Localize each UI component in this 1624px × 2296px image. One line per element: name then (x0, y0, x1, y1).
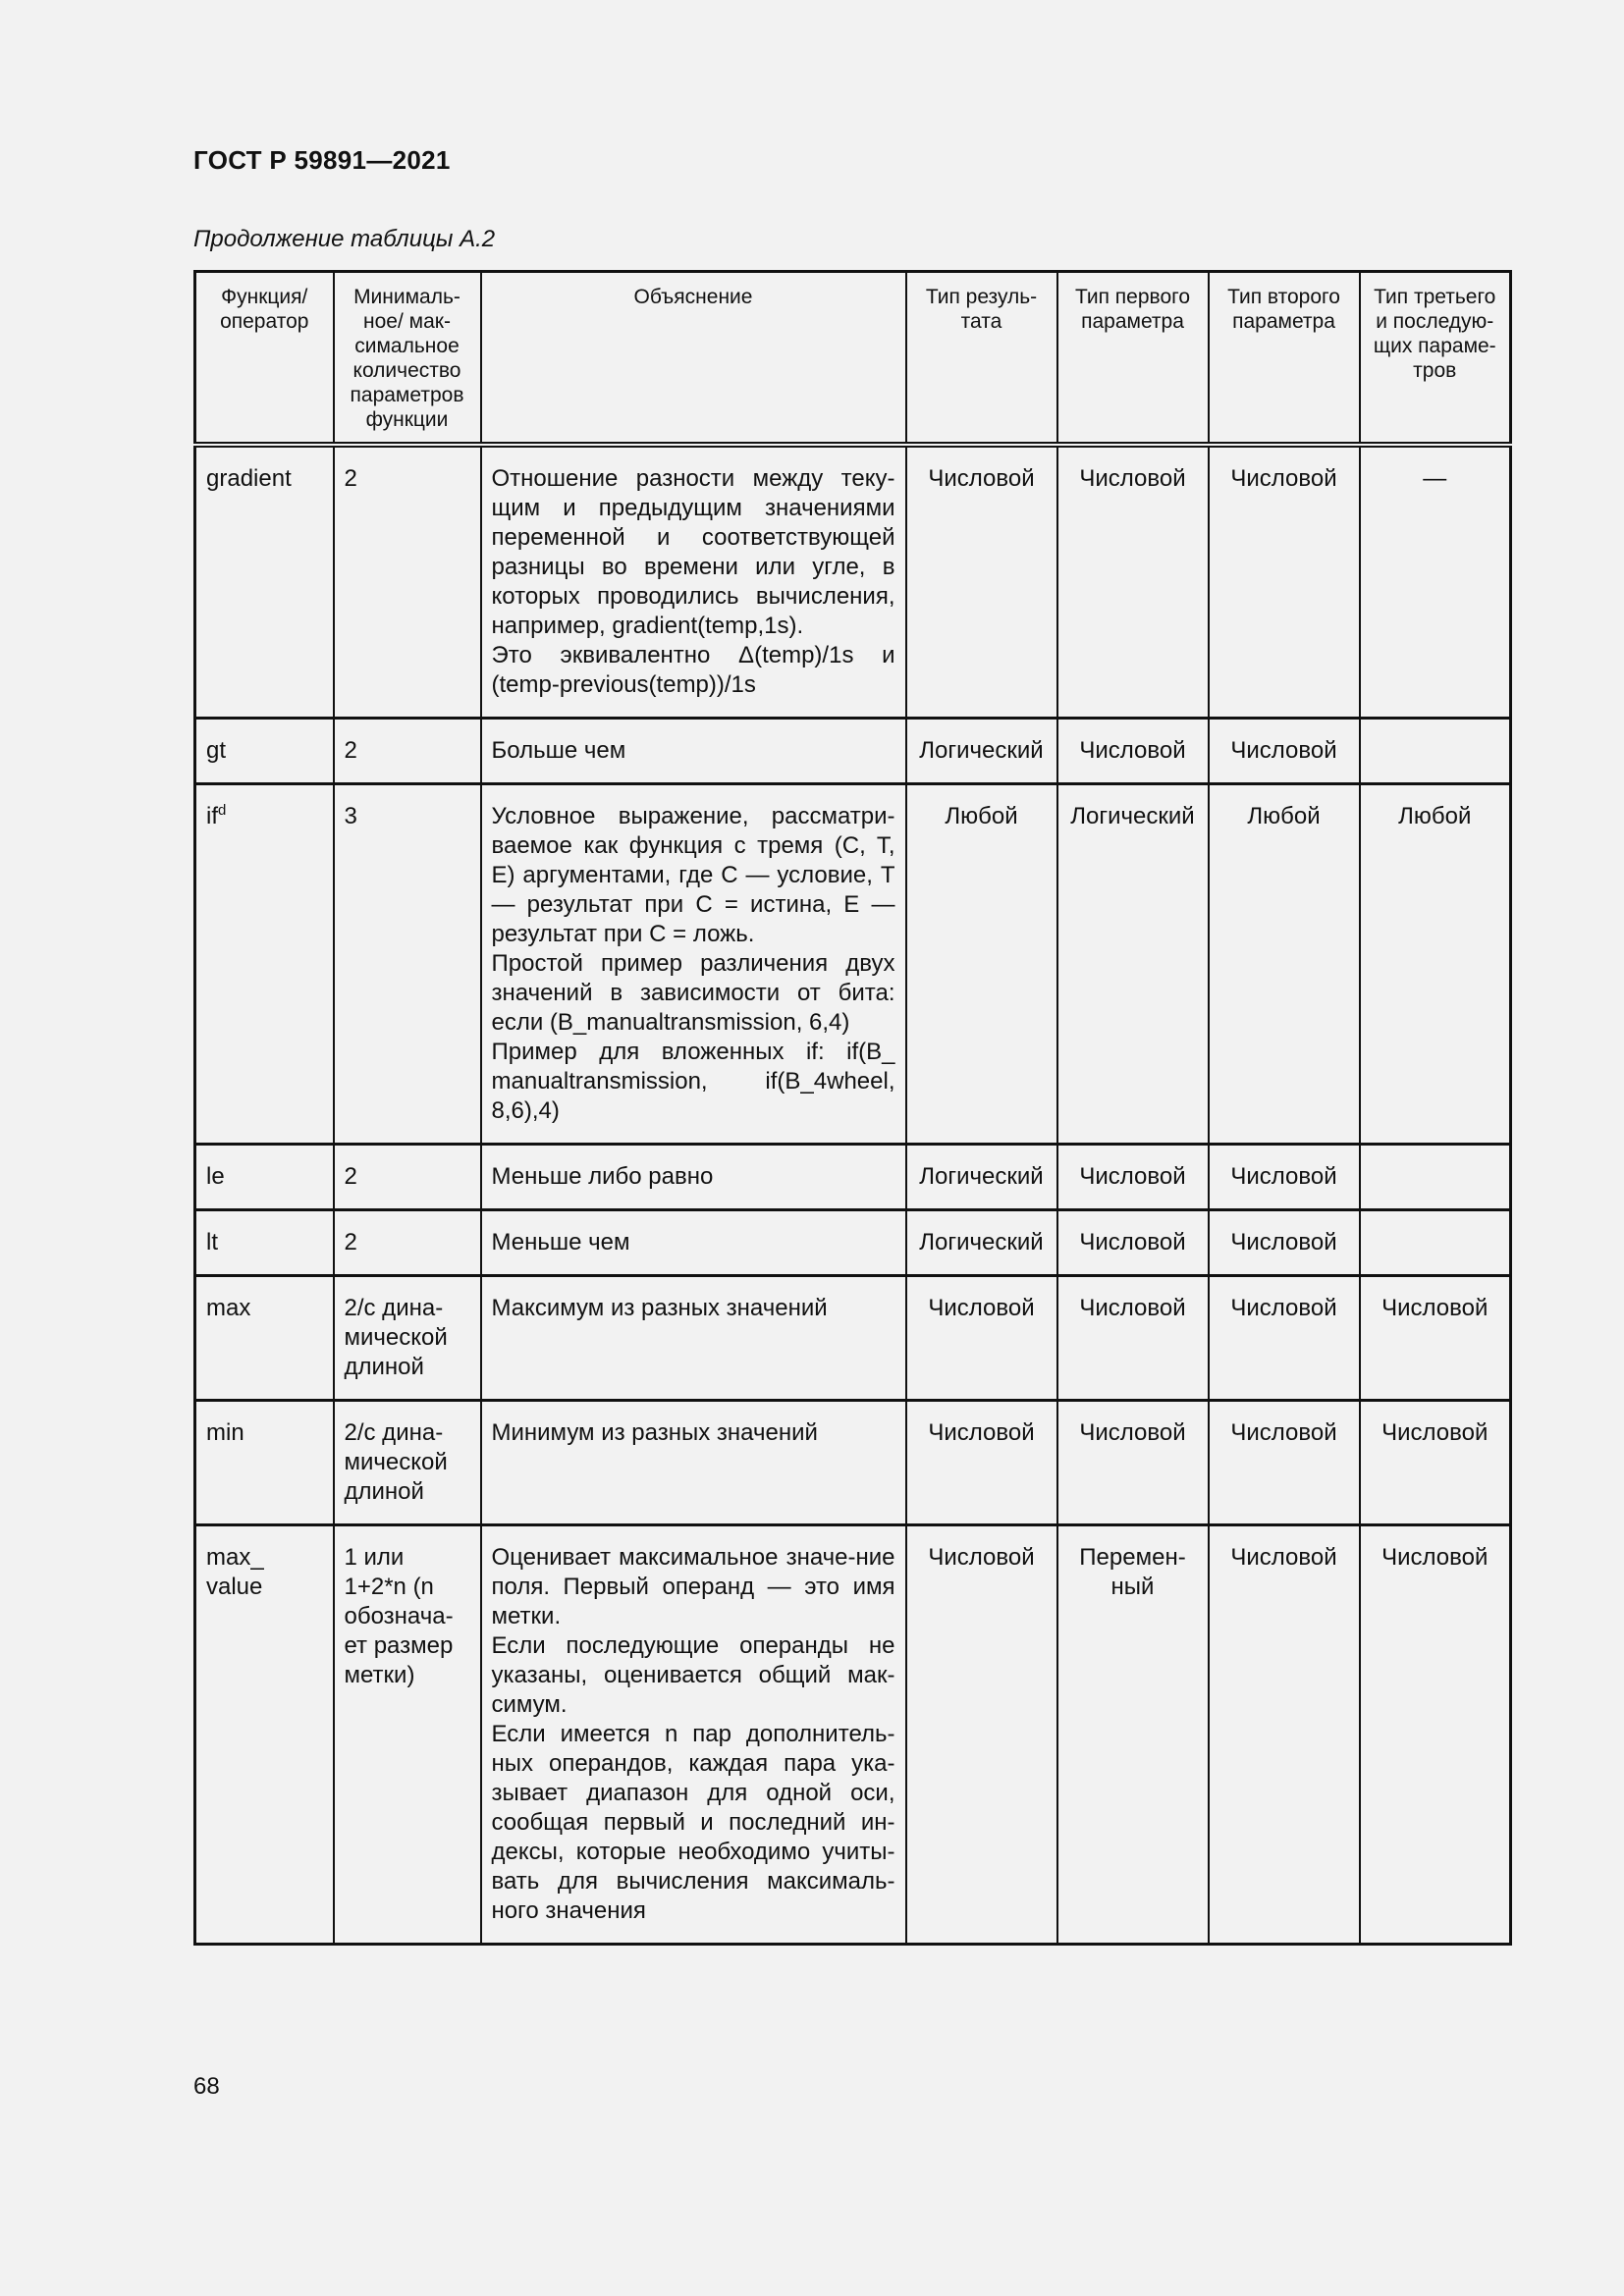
second-param-type-cell-text: Любой (1247, 803, 1321, 829)
first-param-type-cell-text: Числовой (1079, 465, 1186, 492)
table-row (195, 1210, 1511, 1276)
explanation-paragraph: Пример для вложенных if: if(B_ manualtransmission, if(B_4wheel, 8,6),4) (491, 1039, 895, 1124)
third-param-type-cell (1360, 719, 1511, 784)
function-name-cell (195, 719, 334, 784)
result-type-cell (906, 784, 1057, 1145)
function-name-cell-text: if (206, 803, 218, 829)
function-name-cell (195, 784, 334, 1145)
first-param-type-cell (1057, 784, 1209, 1145)
result-type-cell-text: Числовой (928, 1544, 1035, 1571)
param-count-cell (334, 445, 481, 719)
third-param-type-cell-text: Числовой (1381, 1419, 1489, 1446)
second-param-type-cell-text: Числовой (1230, 465, 1337, 492)
first-param-type-cell (1057, 1210, 1209, 1276)
header-second-param-type: Тип второго параметра (1209, 272, 1360, 446)
table-row (195, 445, 1511, 719)
param-count-cell (334, 784, 481, 1145)
second-param-type-cell (1209, 1525, 1360, 1945)
third-param-type-cell (1360, 1145, 1511, 1210)
explanation-cell (481, 1401, 906, 1525)
param-count-cell (334, 1401, 481, 1525)
result-type-cell (906, 445, 1057, 719)
param-count-cell-text: 2 (344, 1163, 357, 1190)
first-param-type-cell (1057, 445, 1209, 719)
table-row (195, 784, 1511, 1145)
second-param-type-cell (1209, 1210, 1360, 1276)
second-param-type-cell-text: Числовой (1230, 1295, 1337, 1321)
first-param-type-cell (1057, 1145, 1209, 1210)
param-count-cell (334, 719, 481, 784)
function-name-cell-text: min (206, 1419, 244, 1446)
result-type-cell-text: Любой (945, 803, 1018, 829)
page-number: 68 (193, 2073, 220, 2100)
param-count-cell (334, 1210, 481, 1276)
table-row (195, 719, 1511, 784)
first-param-type-cell (1057, 1276, 1209, 1401)
explanation-cell (481, 719, 906, 784)
first-param-type-cell-text: Перемен-ный (1079, 1544, 1186, 1600)
explanation-cell (481, 1210, 906, 1276)
explanation-paragraph: Больше чем (491, 737, 626, 764)
second-param-type-cell (1209, 1145, 1360, 1210)
footnote-marker: d (218, 802, 227, 819)
explanation-paragraph: Меньше чем (491, 1229, 630, 1255)
param-count-cell (334, 1145, 481, 1210)
param-count-cell-text: 3 (344, 803, 357, 829)
result-type-cell-text: Числовой (928, 465, 1035, 492)
first-param-type-cell-text: Числовой (1079, 1229, 1186, 1255)
explanation-paragraph: Отношение разности между теку-щим и предыдущим значениями переменной и соответствующей разницы во времени или угле, в которых проводились вычисления, например, gradient(temp,1s). (491, 465, 895, 639)
result-type-cell-text: Логический (919, 737, 1044, 764)
param-count-cell-text: 2 (344, 737, 357, 764)
third-param-type-cell-text: — (1423, 465, 1447, 492)
table-caption: Продолжение таблицы А.2 (193, 226, 496, 252)
second-param-type-cell (1209, 784, 1360, 1145)
first-param-type-cell-text: Числовой (1079, 1295, 1186, 1321)
result-type-cell-text: Числовой (928, 1295, 1035, 1321)
explanation-cell (481, 1145, 906, 1210)
param-count-cell-text: 2/с дина-мической длиной (344, 1295, 448, 1380)
function-name-cell (195, 1145, 334, 1210)
function-name-cell-text: gt (206, 737, 227, 764)
explanation-paragraph: Максимум из разных значений (491, 1295, 828, 1321)
header-function: Функция/ оператор (195, 272, 334, 446)
third-param-type-cell-text: Числовой (1381, 1295, 1489, 1321)
second-param-type-cell-text: Числовой (1230, 737, 1337, 764)
third-param-type-cell (1360, 1401, 1511, 1525)
third-param-type-cell (1360, 1210, 1511, 1276)
table-body (195, 445, 1511, 1945)
result-type-cell (906, 1276, 1057, 1401)
function-name-cell-text: max (206, 1295, 251, 1321)
first-param-type-cell-text: Числовой (1079, 1419, 1186, 1446)
function-name-cell (195, 1525, 334, 1945)
result-type-cell (906, 1145, 1057, 1210)
explanation-paragraph: Простой пример различения двух значений в зависимости от бита: если (B_manualtransmission, 6,4) (491, 950, 895, 1036)
second-param-type-cell (1209, 719, 1360, 784)
function-name-cell-text: le (206, 1163, 225, 1190)
first-param-type-cell (1057, 1525, 1209, 1945)
second-param-type-cell-text: Числовой (1230, 1229, 1337, 1255)
table-row (195, 1145, 1511, 1210)
functions-table (193, 270, 1512, 1946)
explanation-paragraph: Минимум из разных значений (491, 1419, 818, 1446)
third-param-type-cell (1360, 784, 1511, 1145)
result-type-cell-text: Логический (919, 1229, 1044, 1255)
param-count-cell-text: 2 (344, 465, 357, 492)
explanation-paragraph: Если имеется n пар дополнитель-ных операндов, каждая пара ука-зывает диапазон для одной оси, сообщая первый и последний ин-дексы, которые необходимо учиты-вать для вычисления максималь-ного значения (491, 1721, 895, 1924)
result-type-cell (906, 1525, 1057, 1945)
explanation-paragraph: Меньше либо равно (491, 1163, 714, 1190)
explanation-paragraph: Оценивает максимальное значе-ние поля. Первый операнд — это имя метки. (491, 1544, 895, 1629)
function-name-cell-text: max_ value (206, 1544, 264, 1600)
function-name-cell (195, 445, 334, 719)
result-type-cell (906, 719, 1057, 784)
table-header-row (195, 272, 1511, 446)
function-name-cell (195, 1401, 334, 1525)
explanation-paragraph: Условное выражение, рассматри-ваемое как функция с тремя (C, T, E) аргументами, где C — условие, T — результат при C = истина, E — результат при C = ложь. (491, 803, 895, 947)
header-first-param-type: Тип первого параметра (1057, 272, 1209, 446)
param-count-cell-text: 1 или 1+2*n (n обознача-ет размер метки) (344, 1544, 454, 1688)
result-type-cell (906, 1210, 1057, 1276)
first-param-type-cell-text: Числовой (1079, 1163, 1186, 1190)
explanation-cell (481, 784, 906, 1145)
second-param-type-cell-text: Числовой (1230, 1419, 1337, 1446)
table-row (195, 1401, 1511, 1525)
header-param-count: Минималь-ное/ мак-симальное количество параметров функции (334, 272, 481, 446)
second-param-type-cell (1209, 445, 1360, 719)
second-param-type-cell-text: Числовой (1230, 1163, 1337, 1190)
result-type-cell-text: Логический (919, 1163, 1044, 1190)
function-name-cell (195, 1210, 334, 1276)
third-param-type-cell-text: Числовой (1381, 1544, 1489, 1571)
third-param-type-cell-text: Любой (1398, 803, 1472, 829)
second-param-type-cell-text: Числовой (1230, 1544, 1337, 1571)
second-param-type-cell (1209, 1276, 1360, 1401)
third-param-type-cell (1360, 1525, 1511, 1945)
third-param-type-cell (1360, 1276, 1511, 1401)
param-count-cell-text: 2 (344, 1229, 357, 1255)
explanation-cell (481, 1276, 906, 1401)
table-row (195, 1525, 1511, 1945)
param-count-cell (334, 1525, 481, 1945)
param-count-cell (334, 1276, 481, 1401)
first-param-type-cell-text: Логический (1070, 803, 1195, 829)
header-explanation: Объяснение (481, 272, 906, 446)
explanation-paragraph: Это эквивалентно Δ(temp)/1s и (temp-previous(temp))/1s (491, 642, 895, 698)
second-param-type-cell (1209, 1401, 1360, 1525)
table-row (195, 1276, 1511, 1401)
third-param-type-cell (1360, 445, 1511, 719)
document-code: ГОСТ Р 59891—2021 (193, 145, 451, 175)
function-name-cell-text: lt (206, 1229, 218, 1255)
first-param-type-cell (1057, 719, 1209, 784)
result-type-cell-text: Числовой (928, 1419, 1035, 1446)
explanation-cell (481, 1525, 906, 1945)
param-count-cell-text: 2/с дина-мической длиной (344, 1419, 448, 1505)
explanation-cell (481, 445, 906, 719)
first-param-type-cell (1057, 1401, 1209, 1525)
result-type-cell (906, 1401, 1057, 1525)
header-third-param-type: Тип третьего и последую-щих параме-тров (1360, 272, 1511, 446)
header-result-type: Тип резуль-тата (906, 272, 1057, 446)
function-name-cell-text: gradient (206, 465, 292, 492)
first-param-type-cell-text: Числовой (1079, 737, 1186, 764)
explanation-paragraph: Если последующие операнды не указаны, оценивается общий мак-симум. (491, 1632, 895, 1718)
function-name-cell (195, 1276, 334, 1401)
